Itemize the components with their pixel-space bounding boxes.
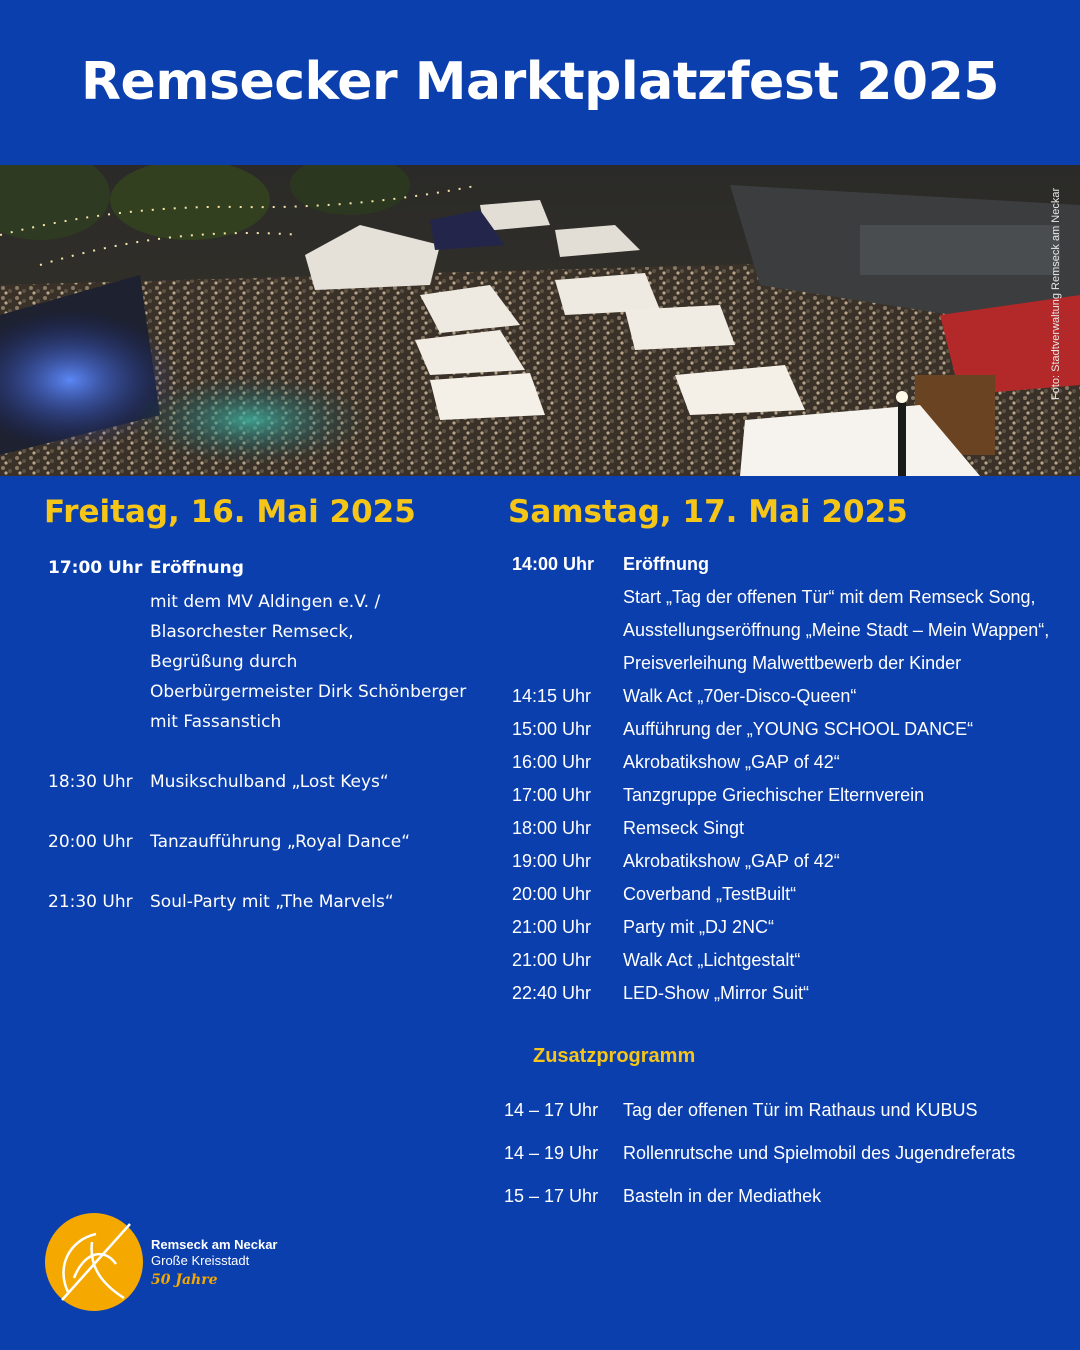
festival-photo (0, 165, 1080, 476)
event-time: 17:00 Uhr (512, 785, 592, 805)
page-title: Remsecker Marktplatzfest 2025 (81, 52, 999, 112)
event-label: Musikschulband „Lost Keys“ (150, 772, 389, 792)
event-label: Aufführung der „YOUNG SCHOOL DANCE“ (623, 719, 974, 739)
schedule-row (512, 911, 1072, 944)
event-label: Rollenrutsche und Spielmobil des Jugendreferats (623, 1143, 1016, 1163)
schedule-row-opening (48, 553, 478, 583)
event-label: Party mit „DJ 2NC“ (623, 917, 775, 937)
opening-detail-line: Oberbürgermeister Dirk Schönberger (150, 682, 467, 702)
event-time: 21:30 Uhr (48, 892, 133, 912)
opening-detail-line: Start „Tag der offenen Tür“ mit dem Remseck Song, (623, 587, 1036, 607)
event-label: LED-Show „Mirror Suit“ (623, 983, 810, 1003)
city-name: Remseck am Neckar (151, 1237, 278, 1252)
event-time: 18:00 Uhr (512, 818, 592, 838)
event-label: Akrobatikshow „GAP of 42“ (623, 752, 840, 772)
event-time: 14:15 Uhr (512, 686, 592, 706)
event-label: Akrobatikshow „GAP of 42“ (623, 851, 840, 871)
schedule-row (48, 767, 478, 797)
opening-detail-line: mit dem MV Aldingen e.V. / (150, 592, 381, 612)
opening-detail-line: Begrüßung durch (150, 652, 298, 672)
event-time: 20:00 Uhr (48, 832, 133, 852)
opening-details (623, 581, 1072, 680)
schedule-row (512, 977, 1072, 1010)
opening-details (150, 587, 478, 737)
event-time: 21:00 Uhr (512, 917, 592, 937)
event-label: Coverband „TestBuilt“ (623, 884, 797, 904)
extra-row (504, 1175, 1074, 1218)
schedule-row (512, 812, 1072, 845)
event-label: Walk Act „Lichtgestalt“ (623, 950, 801, 970)
schedule-row (512, 944, 1072, 977)
event-time: 15:00 Uhr (512, 719, 592, 739)
event-label: Eröffnung (623, 554, 709, 574)
event-label: Walk Act „70er-Disco-Queen“ (623, 686, 857, 706)
opening-detail-line: Preisverleihung Malwettbewerb der Kinder (623, 653, 962, 673)
schedule-row (48, 827, 478, 857)
schedule-row (512, 878, 1072, 911)
city-subtitle: Große Kreisstadt (151, 1253, 250, 1268)
event-time: 20:00 Uhr (512, 884, 592, 904)
schedule-row (48, 887, 478, 917)
event-time: 22:40 Uhr (512, 983, 592, 1003)
event-time: 15 – 17 Uhr (504, 1186, 599, 1206)
friday-heading: Freitag, 16. Mai 2025 (44, 494, 416, 530)
extra-program-heading: Zusatzprogramm (533, 1045, 696, 1067)
event-time: 14 – 17 Uhr (504, 1100, 599, 1120)
event-label: Remseck Singt (623, 818, 745, 838)
extra-row (504, 1089, 1074, 1132)
schedule-row (512, 845, 1072, 878)
schedule-row (512, 713, 1072, 746)
jubilee-mark: 50 Jahre (151, 1272, 218, 1288)
event-time: 21:00 Uhr (512, 950, 592, 970)
festival-photo-graphic (0, 165, 1080, 476)
event-time: 17:00 Uhr (48, 558, 143, 578)
friday-schedule (48, 553, 478, 917)
saturday-schedule (512, 548, 1072, 1010)
event-label: Tanzaufführung „Royal Dance“ (150, 832, 411, 852)
schedule-row (512, 779, 1072, 812)
event-label: Soul-Party mit „The Marvels“ (150, 892, 394, 912)
event-label: Tag der offenen Tür im Rathaus und KUBUS (623, 1100, 978, 1120)
event-time: 14:00 Uhr (512, 554, 595, 574)
event-time: 16:00 Uhr (512, 752, 592, 772)
opening-detail-line: mit Fassanstich (150, 712, 282, 732)
extra-row (504, 1132, 1074, 1175)
schedule-row (512, 746, 1072, 779)
event-time: 18:30 Uhr (48, 772, 133, 792)
city-logo-icon (44, 1212, 144, 1312)
event-time: 14 – 19 Uhr (504, 1143, 599, 1163)
event-label: Basteln in der Mediathek (623, 1186, 822, 1206)
extra-program (504, 1089, 1074, 1218)
saturday-heading: Samstag, 17. Mai 2025 (508, 494, 908, 530)
schedule-row-opening (512, 548, 1072, 581)
city-wordmark (151, 1237, 277, 1288)
event-time: 19:00 Uhr (512, 851, 592, 871)
photo-credit: Foto: Stadtverwaltung Remseck am Neckar (1050, 188, 1062, 401)
event-label: Tanzgruppe Griechischer Elternverein (623, 785, 925, 805)
opening-detail-line: Ausstellungseröffnung „Meine Stadt – Mein Wappen“, (623, 620, 1050, 640)
opening-detail-line: Blasorchester Remseck, (150, 622, 354, 642)
event-label: Eröffnung (150, 558, 244, 578)
schedule-row (512, 680, 1072, 713)
